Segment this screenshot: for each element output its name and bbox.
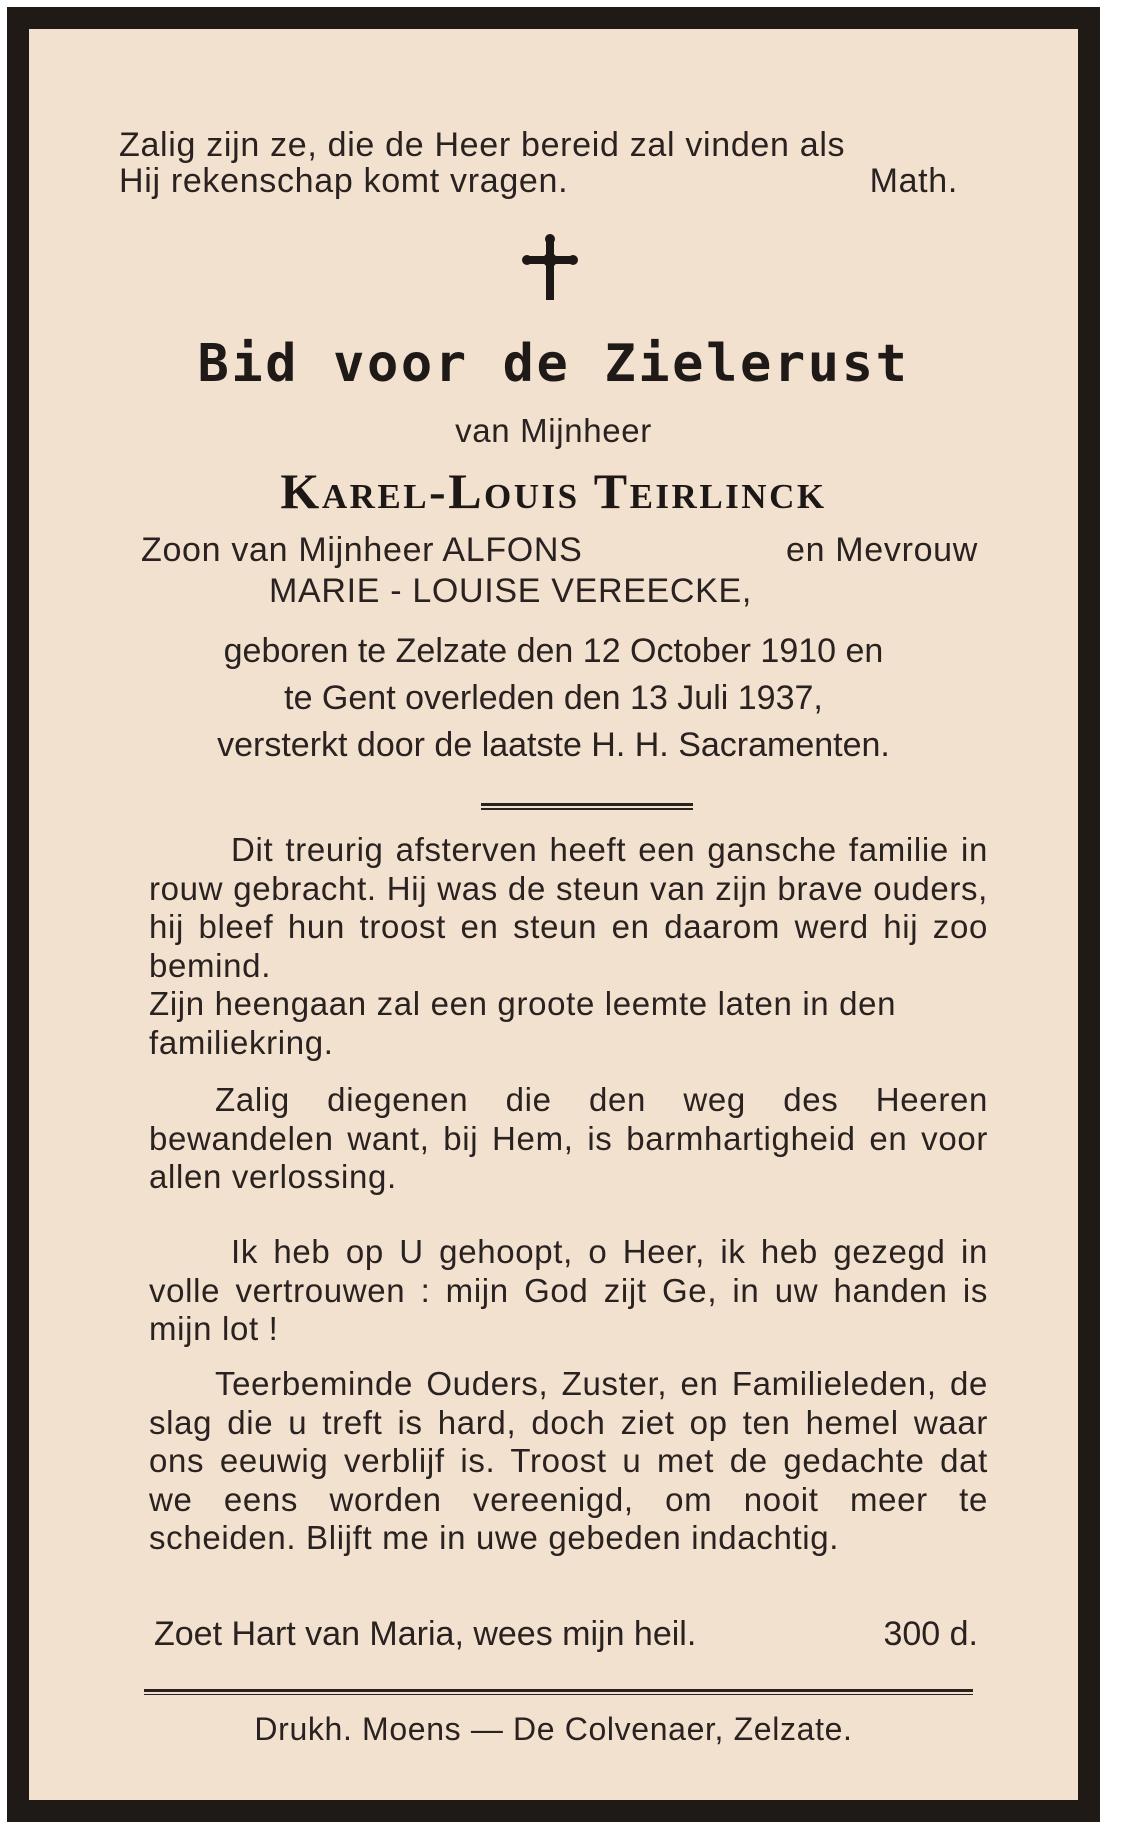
paragraph-loss: Zijn heengaan zal een groote leemte laten in den familiekring.	[149, 985, 897, 1061]
deceased-name: Karel-Louis Teirlinck	[280, 463, 827, 519]
printer-imprint: Drukh. Moens — De Colvenaer, Zelzate.	[254, 1711, 853, 1747]
cross-icon	[521, 234, 579, 304]
paragraph-mourning-text: Dit treurig afsterven heeft een gansche familie in rouw gebracht. Hij was de steun van zijn brave ouders, hij bleef hun troost en steun en daarom werd hij zoo bemind.	[149, 831, 988, 984]
closing-prayer-text: Zoet Hart van Maria, wees mijn heil.	[154, 1615, 697, 1653]
paragraph-family	[149, 1365, 988, 1558]
card-paper	[29, 29, 1078, 1800]
birth-line: geboren te Zelzate den 12 October 1910 en	[223, 632, 884, 670]
parents-line-1	[141, 531, 978, 570]
honorific: van Mijnheer	[455, 412, 652, 449]
mother-name: MARIE - LOUISE VEREECKE,	[269, 572, 752, 610]
page-title: Bid voor de Zielerust	[197, 334, 910, 394]
motto-line-1: Zalig zijn ze, die de Heer bereid zal vinden als	[119, 126, 846, 164]
motto-text: Hij rekenschap komt vragen.	[119, 162, 569, 200]
paragraph-hope	[149, 1233, 988, 1349]
closing-prayer	[154, 1615, 978, 1654]
motto-attribution: Math.	[869, 162, 958, 200]
paragraph-blessed-text: Zalig diegenen die den weg des Heeren bewandelen want, bij Hem, is barmhartigheid en voor allen verlossing.	[149, 1081, 988, 1195]
indulgence-text: 300 d.	[883, 1615, 978, 1653]
paragraph-hope-text: Ik heb op U gehoopt, o Heer, ik heb gezegd in volle vertrouwen : mijn God zijt Ge, in uw handen is mijn lot !	[149, 1233, 988, 1347]
death-line: te Gent overleden den 13 Juli 1937,	[284, 679, 823, 717]
motto-line-2	[119, 161, 958, 201]
ornamental-divider	[481, 803, 693, 810]
memorial-card	[7, 7, 1100, 1822]
paragraph-mourning	[149, 831, 988, 985]
sacraments-line: versterkt door de laatste H. H. Sacramenten.	[217, 726, 890, 764]
and-mrs-text: en Mevrouw	[786, 531, 978, 569]
paragraph-family-text: Teerbeminde Ouders, Zuster, en Familieleden, de slag die u treft is hard, doch ziet op ten hemel waar ons eeuwig verblijf is. Troost u met de gedachte dat we eens worden vereenigd, om nooit meer te scheiden. Blijft me in uwe gebeden indachtig.	[149, 1365, 988, 1556]
paragraph-blessed	[149, 1081, 988, 1197]
footer-divider	[144, 1689, 973, 1695]
son-of-text: Zoon van Mijnheer ALFONS	[141, 531, 583, 569]
